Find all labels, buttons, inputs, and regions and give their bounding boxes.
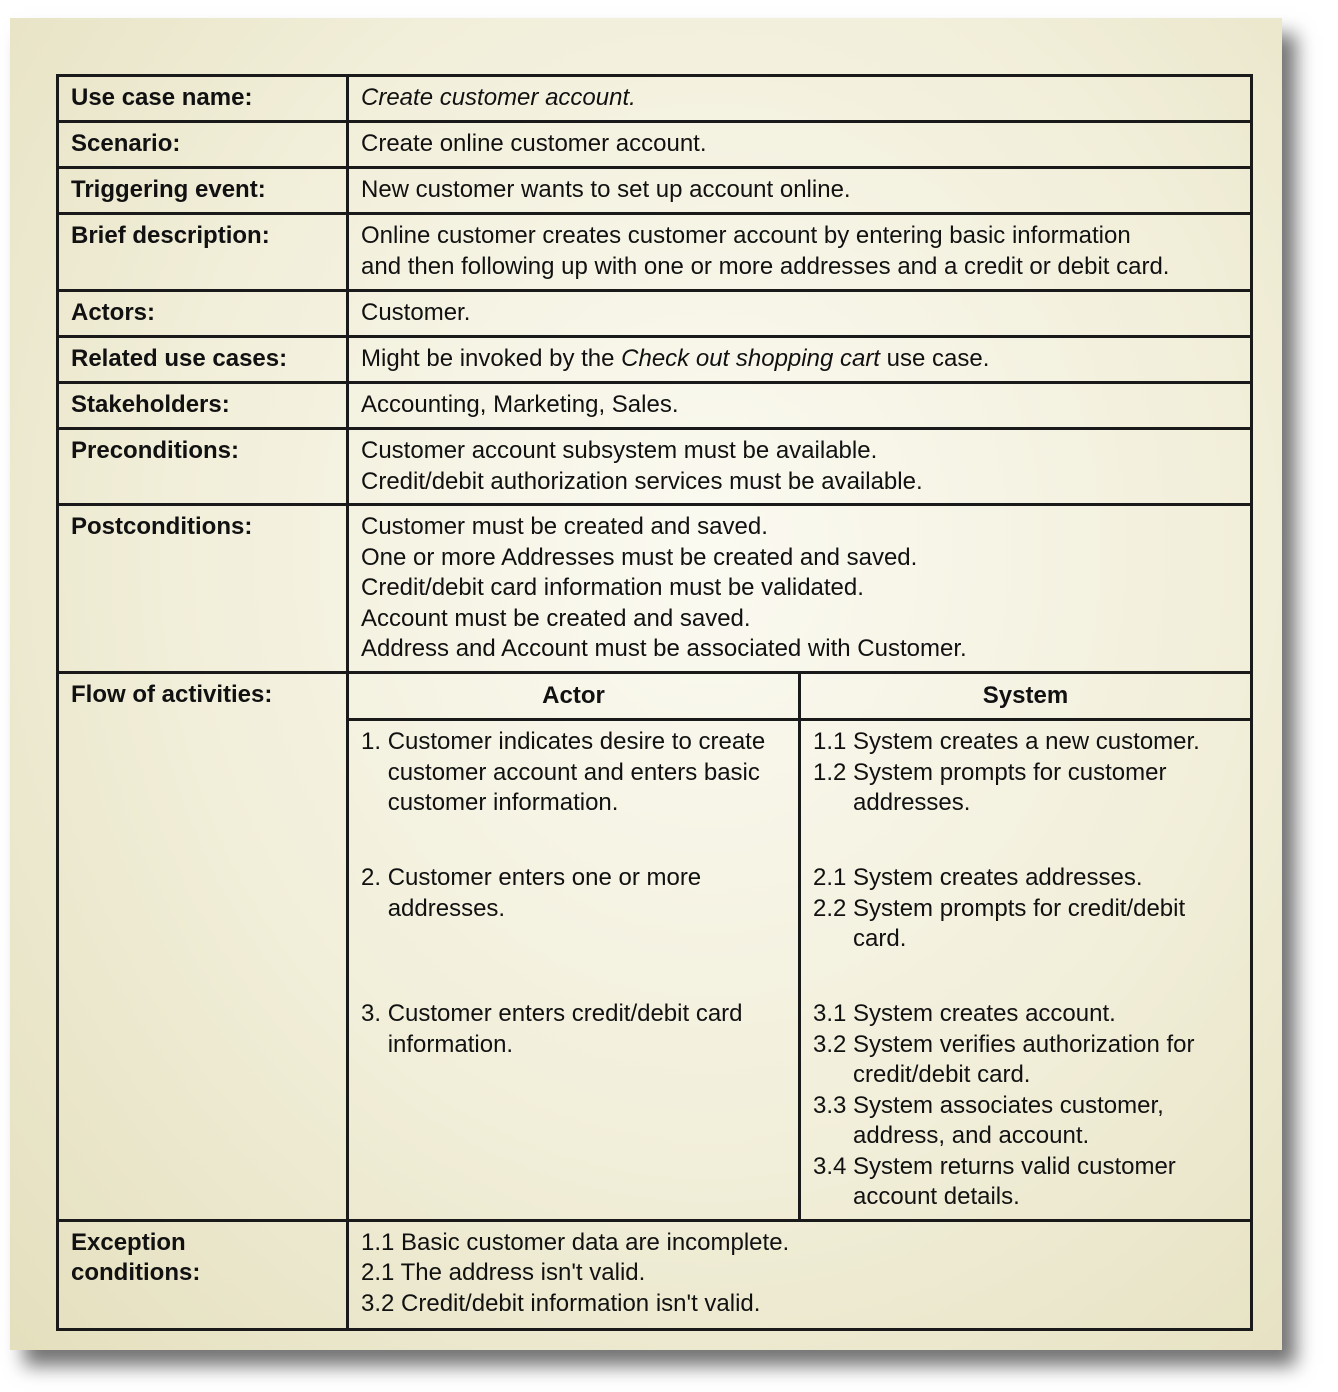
label-stakeholders: Stakeholders: xyxy=(58,383,348,429)
step-number: 2.2 xyxy=(813,894,854,922)
system-column xyxy=(800,720,1251,1219)
actor-header: Actor xyxy=(349,674,800,720)
row-triggering-event xyxy=(58,168,1252,214)
step-number: 3. xyxy=(361,1000,388,1027)
row-actors xyxy=(58,291,1252,337)
row-exception-conditions xyxy=(58,1220,1252,1330)
step-text: System creates addresses. xyxy=(853,864,1143,891)
flow-table xyxy=(349,674,1250,1219)
row-preconditions xyxy=(58,429,1252,505)
related-use-case-name: Check out shopping cart xyxy=(621,345,880,372)
precondition-line: Credit/debit authorization services must be available. xyxy=(361,467,923,495)
actor-step xyxy=(361,999,786,1060)
brief-description-line: Online customer creates customer account by entering basic information xyxy=(361,222,1131,249)
system-header: System xyxy=(800,674,1251,720)
row-stakeholders xyxy=(58,383,1252,429)
label-use-case-name: Use case name: xyxy=(58,76,348,122)
system-step xyxy=(813,894,1238,955)
row-flow-of-activities xyxy=(58,673,1252,1221)
value-preconditions xyxy=(348,429,1252,505)
row-scenario xyxy=(58,122,1252,168)
step-number: 1.2 xyxy=(813,758,854,786)
system-step xyxy=(813,727,1238,758)
step-number: 3.4 xyxy=(813,1152,854,1180)
value-stakeholders: Accounting, Marketing, Sales. xyxy=(348,383,1252,429)
row-brief-description xyxy=(58,214,1252,291)
exception-line: 2.1 The address isn't valid. xyxy=(361,1259,646,1286)
use-case-table xyxy=(56,74,1253,1331)
system-step xyxy=(813,999,1238,1030)
actor-step xyxy=(361,863,786,984)
label-brief-description: Brief description: xyxy=(58,214,348,291)
step-text: System associates customer, address, and account. xyxy=(853,1091,1164,1149)
exception-label-line: conditions: xyxy=(71,1259,201,1286)
step-text: Customer enters credit/debit card information. xyxy=(387,1000,743,1058)
postcondition-line: Account must be created and saved. xyxy=(361,604,751,632)
value-actors: Customer. xyxy=(348,291,1252,337)
value-postconditions xyxy=(348,505,1252,673)
value-exception-conditions xyxy=(348,1220,1252,1330)
label-actors: Actors: xyxy=(58,291,348,337)
step-number: 1.1 xyxy=(813,728,854,755)
label-postconditions: Postconditions: xyxy=(58,505,348,673)
actor-column xyxy=(349,720,800,1219)
related-prefix: Might be invoked by the xyxy=(361,345,622,372)
step-text: System creates a new customer. xyxy=(853,728,1200,755)
system-step xyxy=(813,758,1238,819)
step-text: System prompts for credit/debit card. xyxy=(853,894,1186,952)
precondition-line: Customer account subsystem must be available. xyxy=(361,437,878,464)
flow-table-cell xyxy=(348,673,1252,1221)
label-exception-conditions xyxy=(58,1220,348,1330)
label-flow-of-activities: Flow of activities: xyxy=(58,673,348,1221)
value-triggering-event: New customer wants to set up account online. xyxy=(348,168,1252,214)
brief-description-line: and then following up with one or more addresses and a credit or debit card. xyxy=(361,252,1170,280)
system-step xyxy=(813,1030,1238,1091)
use-case-card xyxy=(10,18,1282,1350)
postcondition-line: Customer must be created and saved. xyxy=(361,513,768,540)
system-step xyxy=(813,863,1238,894)
postcondition-line: One or more Addresses must be created and saved. xyxy=(361,543,918,571)
step-number: 2.1 xyxy=(813,864,854,891)
step-number: 3.1 xyxy=(813,1000,854,1027)
step-number: 3.3 xyxy=(813,1091,854,1119)
system-step-group xyxy=(813,999,1238,1213)
row-use-case-name xyxy=(58,76,1252,122)
step-text: Customer indicates desire to create customer account and enters basic customer information. xyxy=(387,728,766,816)
step-number: 1. xyxy=(361,728,388,755)
system-step xyxy=(813,1152,1238,1213)
system-step-group xyxy=(813,727,1238,848)
step-text: System verifies authorization for credit/debit card. xyxy=(853,1030,1195,1088)
postcondition-line: Credit/debit card information must be validated. xyxy=(361,574,864,601)
row-postconditions xyxy=(58,505,1252,673)
flow-header-row xyxy=(349,674,1250,720)
step-text: System returns valid customer account details. xyxy=(853,1152,1176,1210)
step-number: 2. xyxy=(361,864,388,891)
exception-line: 1.1 Basic customer data are incomplete. xyxy=(361,1228,790,1256)
step-text: System creates account. xyxy=(853,1000,1116,1027)
value-scenario: Create online customer account. xyxy=(348,122,1252,168)
step-number: 3.2 xyxy=(813,1030,854,1058)
flow-body-row xyxy=(349,720,1250,1219)
label-preconditions: Preconditions: xyxy=(58,429,348,505)
system-step xyxy=(813,1091,1238,1152)
label-triggering-event: Triggering event: xyxy=(58,168,348,214)
related-suffix: use case. xyxy=(879,345,990,372)
exception-line: 3.2 Credit/debit information isn't valid. xyxy=(361,1289,761,1317)
label-scenario: Scenario: xyxy=(58,122,348,168)
step-text: Customer enters one or more addresses. xyxy=(387,864,702,922)
value-brief-description xyxy=(348,214,1252,291)
actor-step xyxy=(361,727,786,848)
label-related-use-cases: Related use cases: xyxy=(58,337,348,383)
postcondition-line: Address and Account must be associated with Customer. xyxy=(361,635,967,662)
step-text: System prompts for customer addresses. xyxy=(853,758,1167,816)
value-related-use-cases xyxy=(348,337,1252,383)
exception-label-line: Exception xyxy=(71,1228,186,1256)
system-step-group xyxy=(813,863,1238,984)
row-related-use-cases xyxy=(58,337,1252,383)
value-use-case-name: Create customer account. xyxy=(348,76,1252,122)
